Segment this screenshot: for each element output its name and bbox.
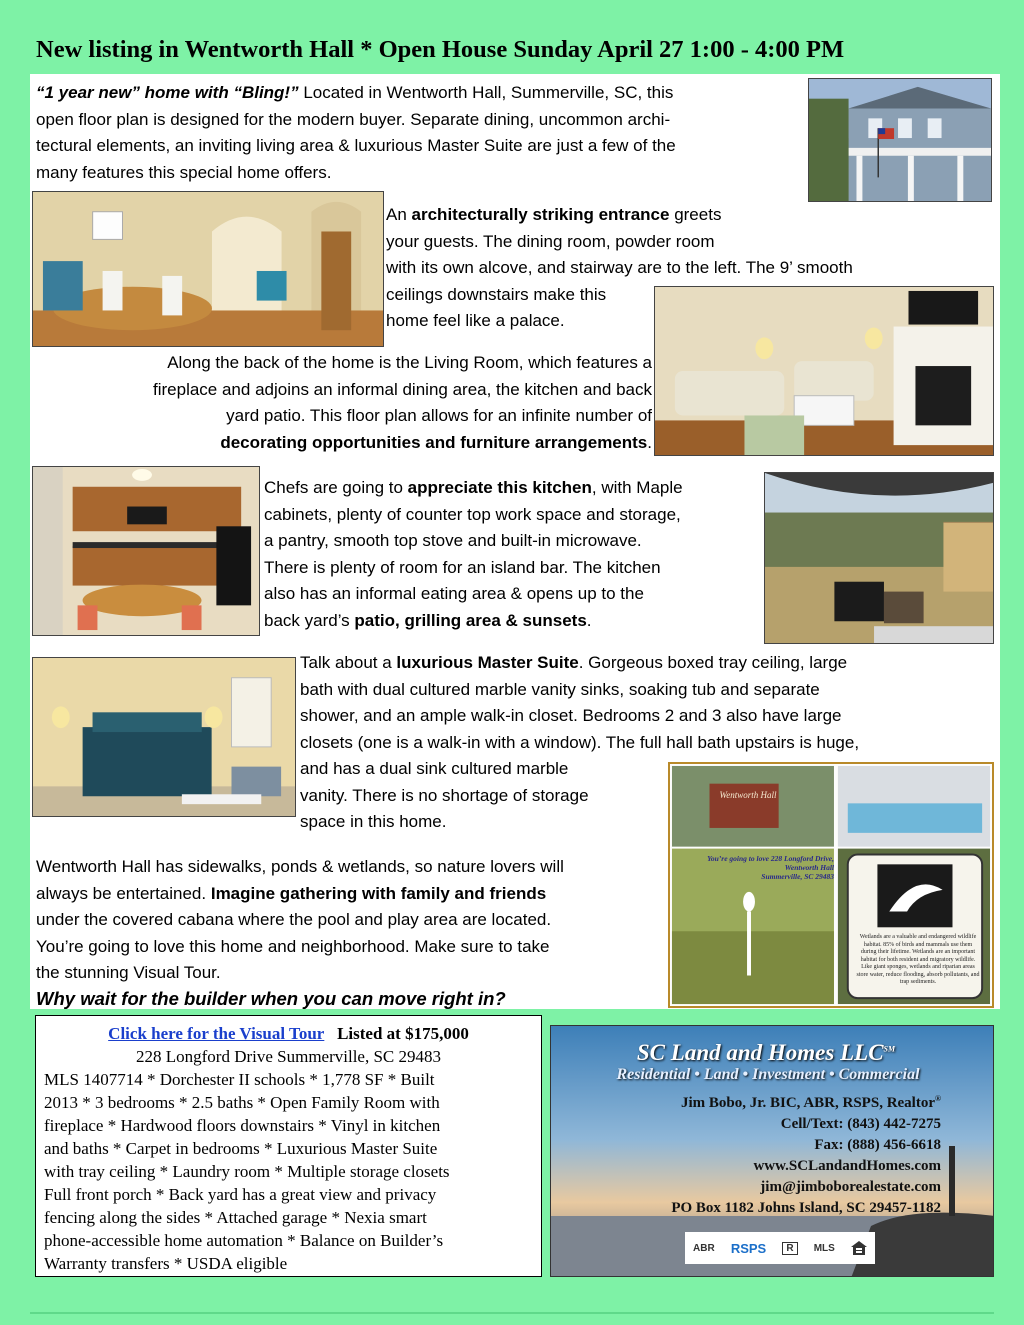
equal-housing-icon (851, 1241, 867, 1255)
living-line2: fireplace and adjoins an informal dining area, the kitchen and back (153, 379, 652, 399)
rsps-logo: RSPS (730, 1240, 767, 1256)
neighborhood-collage (668, 762, 994, 1008)
living-line3: yard patio. This floor plan allows for an infinite number of (226, 406, 652, 425)
business-po-box: PO Box 1182 Johns Island, SC 29457-1182 (671, 1200, 941, 1216)
neighborhood-line3: under the covered cabana where the pool and play area are located. (36, 910, 552, 929)
intro-line3: tectural elements, an inviting living area & luxurious Master Suite are just a few of the (36, 136, 676, 155)
kitchen-highlight-2: patio, grilling area & sunsets (354, 610, 587, 630)
intro-line1: Located in Wentworth Hall, Summerville, SC, this (298, 83, 674, 102)
master-line2: bath with dual cultured marble vanity sinks, soaking tub and separate (300, 679, 820, 699)
neighborhood-line1: Wentworth Hall has sidewalks, ponds & wetlands, so nature lovers will (36, 857, 564, 876)
kitchen-line3: a pantry, smooth top stove and built-in microwave. (264, 531, 642, 550)
visual-tour-link[interactable]: Click here for the Visual Tour (108, 1024, 325, 1043)
master-line6: vanity. There is no shortage of storage (300, 785, 589, 805)
abr-logo: ABR (693, 1242, 715, 1254)
kitchen-line5: also has an informal eating area & opens up to the (264, 584, 644, 603)
neighborhood-line5: the stunning Visual Tour. (36, 963, 221, 982)
detail-line: fencing along the sides * Attached garage * Nexia smart (44, 1208, 427, 1227)
detail-line: MLS 1407714 * Dorchester II schools * 1,778 SF * Built (44, 1070, 435, 1089)
content-panel (30, 74, 1000, 1009)
master-line7: space in this home. (300, 812, 447, 831)
dining-room-photo (32, 191, 384, 347)
living-line4-end: . (647, 432, 652, 452)
agent-name: Jim Bobo, Jr. BIC, ABR, RSPS, Realtor (680, 1095, 936, 1111)
detail-line: fireplace * Hardwood floors downstairs * Vinyl in kitchen (44, 1116, 441, 1135)
detail-line: phone-accessible home automation * Balance on Builder’s (44, 1231, 444, 1250)
collage-sign-text: Wentworth Hall (719, 790, 777, 800)
listing-info-box (35, 1015, 542, 1277)
entrance-line1a: An (386, 205, 412, 224)
kitchen-photo (32, 466, 260, 636)
neighborhood-line2a: always be entertained. (36, 883, 211, 903)
detail-line: Full front porch * Back yard has a great view and privacy (44, 1185, 437, 1204)
neighborhood-highlight: Imagine gathering with family and friends (210, 883, 547, 903)
business-services: Residential • Land • Investment • Commercial (616, 1066, 920, 1083)
kitchen-line6c: . (586, 610, 592, 630)
backyard-photo (764, 472, 994, 644)
intro-lead: “1 year new” home with “Bling!” (36, 83, 299, 102)
living-paragraph (40, 350, 652, 456)
kitchen-line4: There is plenty of room for an island bar. The kitchen (264, 557, 661, 577)
kitchen-line1c: , with Maple (591, 478, 683, 497)
intro-line2: open floor plan is designed for the modern buyer. Separate dining, uncommon archi- (36, 109, 671, 129)
business-card-text (551, 1040, 993, 1219)
footer-divider (30, 1312, 994, 1314)
master-line1c: . Gorgeous boxed tray ceiling, large (578, 653, 848, 672)
wetlands-plaque-text: Wetlands are a valuable and endangered wildlife habitat. 85% of birds and mammals use them during their lifetime. Wetlands are an important habitat for both resident and migratory wildlife. Like giant sponges, wetlands and riparian areas store water, reduce flooding, absorb pollutants, and trap sediments. (856, 934, 980, 985)
business-website[interactable]: www.SCLandandHomes.com (753, 1158, 941, 1174)
master-line5: and has a dual sink cultured marble (300, 759, 569, 778)
detail-line: with tray ceiling * Laundry room * Multiple storage closets (44, 1162, 450, 1181)
house-exterior-photo (808, 78, 992, 202)
registered-mark: ® (935, 1094, 941, 1103)
kitchen-line2: cabinets, plenty of counter top work space and storage, (264, 504, 681, 524)
master-line3: shower, and an ample walk-in closet. Bedrooms 2 and 3 also have large (300, 706, 842, 725)
agent-cell: Cell/Text: (843) 442-7275 (780, 1116, 941, 1132)
entrance-line4: ceilings downstairs make this (386, 284, 607, 304)
realtor-logo: R (782, 1242, 797, 1255)
bedroom-photo (32, 657, 296, 817)
entrance-line1c: greets (669, 205, 722, 224)
collage-caption-1: You’re going to love 228 Longford Drive, (707, 854, 834, 863)
certification-logos (685, 1232, 875, 1264)
agent-email[interactable]: jim@jimboborealestate.com (760, 1179, 941, 1195)
kitchen-highlight: appreciate this kitchen (407, 478, 592, 497)
detail-line: Warranty transfers * USDA eligible (44, 1254, 288, 1273)
listing-address: 228 Longford Drive Summerville, SC 29483 (135, 1047, 442, 1066)
intro-line4: many features this special home offers. (36, 162, 332, 182)
kitchen-line1a: Chefs are going to (264, 478, 408, 497)
master-line4: closets (one is a walk-in with a window). The full hall bath upstairs is huge, (300, 732, 860, 752)
detail-line: 2013 * 3 bedrooms * 2.5 baths * Open Family Room with (44, 1093, 440, 1112)
headline: New listing in Wentworth Hall * Open House Sunday April 27 1:00 - 4:00 PM (36, 36, 845, 63)
business-card (550, 1025, 994, 1277)
listing-price: Listed at $175,000 (337, 1024, 469, 1043)
mls-logo: MLS (813, 1242, 835, 1254)
kitchen-line6a: back yard’s (264, 610, 355, 630)
listing-details (44, 1068, 533, 1275)
neighborhood-line4: You’re going to love this home and neighborhood. Make sure to take (36, 936, 550, 956)
intro-paragraph (36, 80, 806, 186)
living-line1: Along the back of the home is the Living Room, which features a (167, 353, 652, 372)
kitchen-paragraph (264, 475, 764, 634)
collage-caption-2: Wentworth Hall (784, 863, 834, 872)
living-highlight: decorating opportunities and furniture arrangements (220, 432, 648, 452)
entrance-line2: your guests. The dining room, powder room (386, 231, 715, 251)
entrance-highlight: architecturally striking entrance (411, 205, 670, 224)
neighborhood-paragraph (36, 854, 666, 987)
detail-line: and baths * Carpet in bedrooms * Luxurious Master Suite (44, 1139, 438, 1158)
collage-caption-3: Summerville, SC 29483 (761, 872, 834, 881)
service-mark: SM (883, 1044, 896, 1054)
master-highlight: luxurious Master Suite (396, 653, 579, 672)
entrance-line3: with its own alcove, and stairway are to the left. The 9’ smooth (386, 258, 853, 277)
entrance-line5: home feel like a palace. (386, 311, 565, 330)
agent-fax: Fax: (888) 456-6618 (814, 1137, 941, 1153)
living-room-photo (654, 286, 994, 456)
master-line1a: Talk about a (300, 653, 397, 672)
collage-caption (676, 854, 834, 881)
business-name: SC Land and Homes LLC (636, 1040, 884, 1065)
tagline: Why wait for the builder when you can move right in? (36, 988, 506, 1009)
